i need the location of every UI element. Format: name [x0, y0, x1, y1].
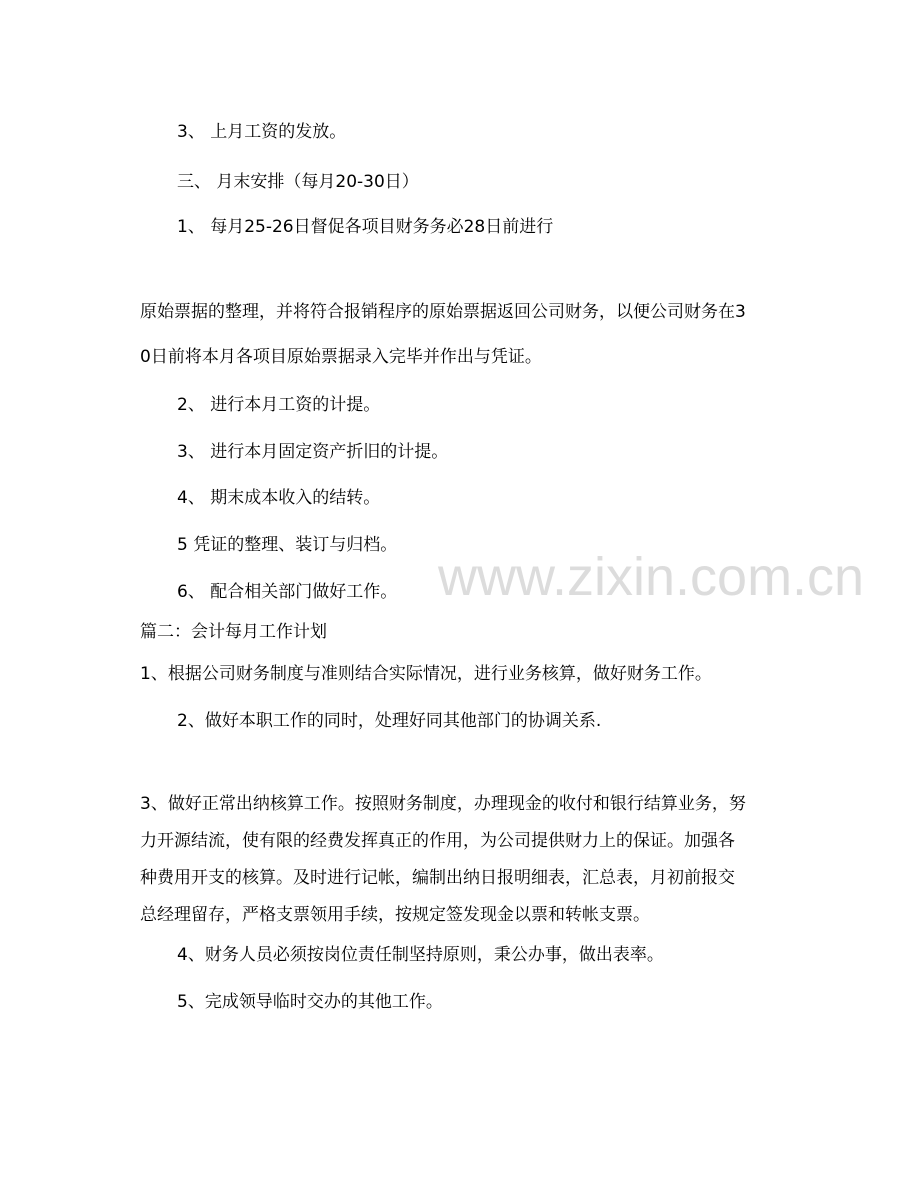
text-line: 3、做好正常出纳核算工作。按照财务制度，办理现金的收付和银行结算业务，努 [140, 794, 746, 814]
section-heading: 三、 月末安排（每月20-30日） [177, 172, 419, 192]
text-line: 5 凭证的整理、装订与归档。 [177, 535, 398, 555]
text-line: 5、完成领导临时交办的其他工作。 [177, 992, 443, 1012]
text-line: 总经理留存，严格支票领用手续，按规定签发现金以票和转帐支票。 [140, 905, 650, 925]
text-line: 2、 进行本月工资的计提。 [177, 395, 381, 415]
text-line: 种费用开支的核算。及时进行记帐，编制出纳日报明细表，汇总表，月初前报交 [140, 868, 735, 888]
text-line: 3、 进行本月固定资产折旧的计提。 [177, 442, 449, 462]
text-line: 1、根据公司财务制度与准则结合实际情况，进行业务核算，做好财务工作。 [140, 664, 712, 684]
text-line: 1、 每月25-26日督促各项目财务务必28日前进行 [177, 217, 554, 237]
text-line: 力开源结流，使有限的经费发挥真正的作用，为公司提供财力上的保证。加强各 [140, 831, 735, 851]
watermark: www.zixin.com.cn [438, 547, 865, 607]
text-line: 4、 期末成本收入的结转。 [177, 488, 381, 508]
text-line: 3、 上月工资的发放。 [177, 122, 347, 142]
text-line: 4、财务人员必须按岗位责任制坚持原则，秉公办事，做出表率。 [177, 945, 664, 965]
text-line: 6、 配合相关部门做好工作。 [177, 582, 398, 602]
text-line: 原始票据的整理，并将符合报销程序的原始票据返回公司财务，以便公司财务在3 [140, 302, 746, 322]
section-heading: 篇二：会计每月工作计划 [140, 622, 327, 642]
text-line: 0日前将本月各项目原始票据录入完毕并作出与凭证。 [140, 347, 542, 367]
text-line: 2、做好本职工作的同时，处理好同其他部门的协调关系. [177, 711, 602, 731]
